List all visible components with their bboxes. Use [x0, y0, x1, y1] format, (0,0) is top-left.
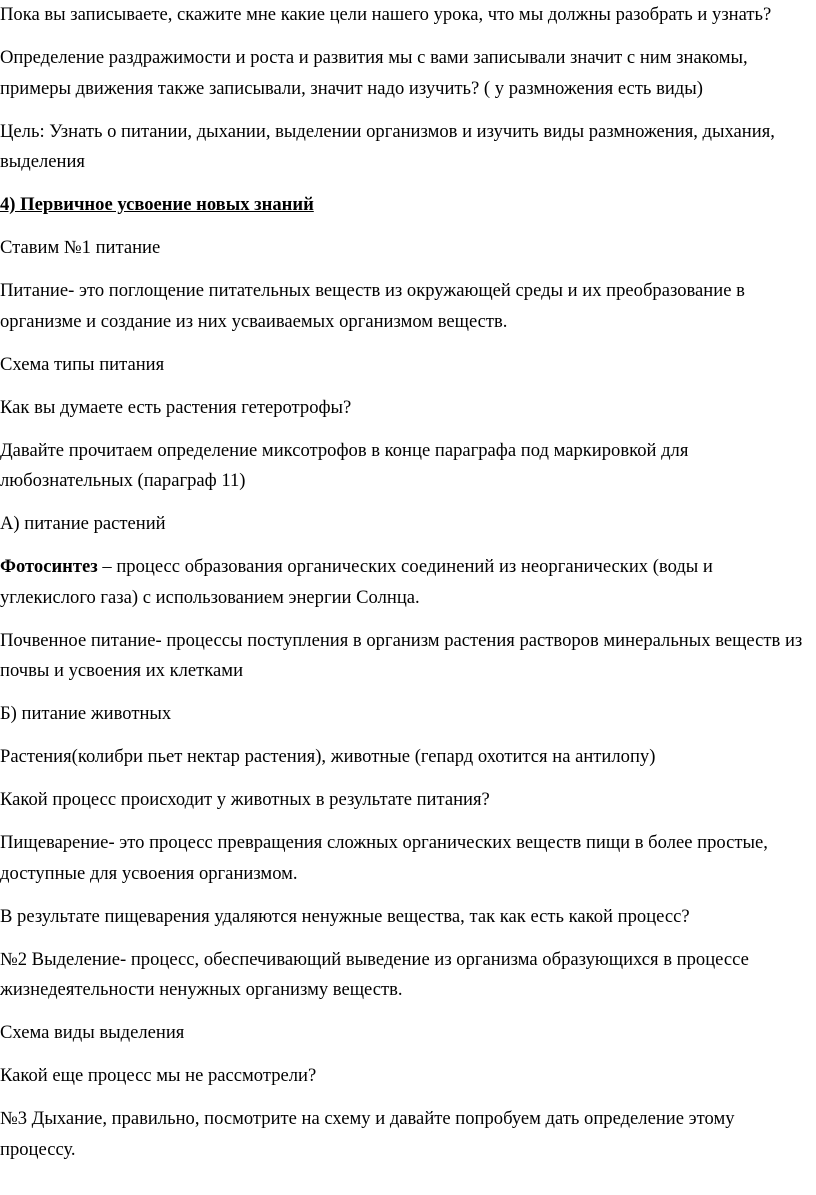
paragraph-excretion-question: В результате пищеварения удаляются ненужные вещества, так как есть какой процесс? — [0, 905, 690, 927]
photosynthesis-term: Фотосинтез — [0, 556, 98, 577]
paragraph-digestion-question: Какой процесс происходит у животных в результате питания? — [0, 789, 490, 810]
paragraph-excretion-definition: №2 Выделение- процесс, обеспечивающий выведение из организма образующихся в процессе жизнедеятельности ненужных организму веществ. — [0, 948, 749, 1000]
paragraph-photosynthesis — [0, 552, 808, 613]
paragraph-heterotroph-question: Как вы думаете есть растения гетеротрофы? — [0, 396, 352, 418]
paragraph-soil-nutrition: Почвенное питание- процессы поступления в организм растения растворов минеральных веществ из почвы и усвоения их клетками — [0, 629, 803, 681]
paragraph-animal-nutrition: Б) питание животных — [0, 703, 172, 724]
photosynthesis-definition: – процесс образования органических соединений из неорганических (воды и углекислого газа) с использованием энергии Солнца. — [0, 556, 713, 608]
paragraph-lesson-goals-question: Пока вы записываете, скажите мне какие цели нашего урока, что мы должны разобрать и узнать? — [0, 4, 772, 25]
paragraph-previous-topics: Определение раздражимости и роста и развития мы с вами записывали значит с ним знакомы, примеры движения также записывали, значит надо изучить? ( у размножения есть виды) — [0, 47, 748, 99]
paragraph-nutrition-definition: Питание- это поглощение питательных веществ из окружающей среды и их преобразование в организме и создание из них усваиваемых организмом веществ. — [0, 280, 745, 332]
paragraph-excretion-scheme: Схема виды выделения — [0, 1022, 185, 1043]
section-heading: 4) Первичное усвоение новых знаний — [0, 194, 314, 215]
paragraph-digestion-definition: Пищеварение- это процесс превращения сложных органических веществ пищи в более простые, доступные для усвоения организмом. — [0, 832, 768, 884]
paragraph-lesson-goal: Цель: Узнать о питании, дыхании, выделении организмов и изучить виды размножения, дыхания, выделения — [0, 120, 775, 172]
paragraph-plant-nutrition: А) питание растений — [0, 513, 166, 534]
paragraph-mixotroph-reading: Давайте прочитаем определение миксотрофов в конце параграфа под маркировкой для любознательных (параграф 11) — [0, 439, 689, 491]
paragraph-examples: Растения(колибри пьет нектар растения), животные (гепард охотится на антилопу) — [0, 746, 656, 767]
paragraph-remaining-process-question: Какой еще процесс мы не рассмотрели? — [0, 1065, 317, 1086]
paragraph-nutrition-scheme: Схема типы питания — [0, 353, 165, 375]
paragraph-nutrition-title: Ставим №1 питание — [0, 237, 161, 258]
paragraph-respiration: №3 Дыхание, правильно, посмотрите на схему и давайте попробуем дать определение этому процессу. — [0, 1108, 735, 1160]
